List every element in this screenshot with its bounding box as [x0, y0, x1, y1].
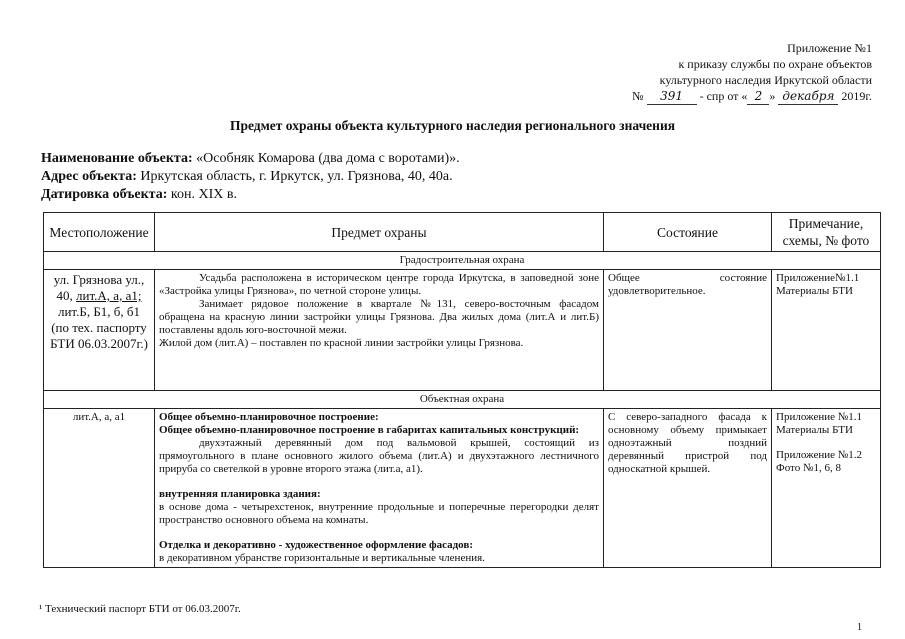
object-paragraph-2: в основе дома - четырехстенок, внутренние продольные и поперечные перегородки делят пространство основного объема на комнаты.	[159, 501, 599, 526]
subject-cell-2	[155, 409, 604, 568]
section-row-urban	[44, 252, 881, 270]
object-address-value: Иркутская область, г. Иркутск, ул. Грязнова, 40, 40а.	[140, 169, 453, 184]
urban-paragraph-1: Усадьба расположена в историческом центре города Иркутска, в заповедной зоне «Застройка улицы Грязнова», по четной стороне улицы.	[159, 272, 599, 297]
header-state: Состояние	[604, 213, 772, 252]
order-number: 391	[647, 88, 697, 105]
appendix-line2: к приказу службы по охране объектов	[678, 57, 872, 71]
order-close-quote: »	[769, 89, 776, 103]
object-heading-1: Общее объемно-планировочное построение:	[159, 411, 379, 423]
order-month: декабря	[778, 88, 838, 105]
object-address-label: Адрес объекта:	[41, 169, 137, 184]
appendix-order-line	[632, 88, 872, 105]
note-appendix-3: Приложение №1.2	[776, 449, 863, 461]
notes-cell-1	[772, 270, 881, 391]
note-bti-2: Материалы БТИ	[776, 424, 853, 436]
object-name-value: «Особняк Комарова (два дома с воротами)».	[196, 151, 460, 166]
notes-cell-2	[772, 409, 881, 568]
appendix-line3: культурного наследия Иркутской области	[659, 73, 872, 87]
section-title-urban: Градостроительная охрана	[44, 252, 881, 270]
order-no-prefix: №	[632, 89, 644, 103]
table-row	[44, 270, 881, 391]
object-date-value: кон. XIX в.	[170, 187, 237, 202]
appendix-line1: Приложение №1	[787, 41, 872, 55]
page-number: 1	[857, 622, 862, 633]
object-date-label: Датировка объекта:	[41, 187, 168, 202]
order-year: 2019г.	[841, 89, 872, 103]
note-appendix-2: Приложение №1.1	[776, 411, 863, 423]
urban-paragraph-3: Жилой дом (лит.А) – поставлен по красной линии застройки улицы Грязнова.	[159, 337, 524, 349]
object-heading-2: Общее объемно-планировочное построение в габаритах капитальных конструкций:	[159, 424, 580, 436]
header-location: Местоположение	[44, 213, 155, 252]
protection-table	[43, 212, 881, 568]
object-date-line	[41, 186, 460, 204]
location-part-a: ул. Грязнова ул., 40,	[53, 272, 145, 303]
footnote: ¹ Технический паспорт БТИ от 06.03.2007г.	[39, 603, 241, 615]
order-day: 2	[747, 88, 769, 105]
table-header-row	[44, 213, 881, 252]
header-notes: Примечание, схемы, № фото	[772, 213, 881, 252]
header-subject: Предмет охраны	[155, 213, 604, 252]
object-meta	[41, 150, 460, 204]
object-paragraph-1: двухэтажный деревянный дом под вальмовой крышей, состоящий из прямоугольного в плане основного жилого объема (лит.А) и двухэтажного лестничного прируба со светелкой в уровне второго этажа (лит.а, а1).	[159, 437, 599, 475]
note-bti-1: Материалы БТИ	[776, 285, 853, 297]
note-photos: Фото №1, 6, 8	[776, 462, 841, 474]
section-title-object: Объектная охрана	[44, 391, 881, 409]
table-row	[44, 409, 881, 568]
note-appendix-1: Приложение№1.1	[776, 272, 860, 284]
document-title: Предмет охраны объекта культурного наследия регионального значения	[229, 118, 676, 133]
location-part-c: лит.Б, Б1, б, б1 (по тех. паспорту БТИ 06.03.2007г.)	[50, 304, 148, 351]
section-row-object	[44, 391, 881, 409]
object-name-label: Наименование объекта:	[41, 151, 193, 166]
object-address-line	[41, 168, 460, 186]
location-part-b: лит.А, а, а1;	[76, 288, 142, 303]
state-cell-1: Общее состояние удовлетворительное.	[604, 270, 772, 391]
location-cell-2: лит.А, а, а1	[44, 409, 155, 568]
appendix-block	[632, 40, 872, 105]
order-suffix: - спр от «	[699, 89, 748, 103]
object-name-line	[41, 150, 460, 168]
object-paragraph-3: в декоративном убранстве горизонтальные и вертикальные членения.	[159, 552, 485, 564]
object-heading-4: Отделка и декоративно - художественное оформление фасадов:	[159, 539, 473, 551]
state-cell-2: С северо-западного фасада к основному объему примыкает одноэтажный поздний деревянный пристрой под односкатной крышей.	[604, 409, 772, 568]
location-cell-1	[44, 270, 155, 391]
subject-cell-1	[155, 270, 604, 391]
object-heading-3: внутренняя планировка здания:	[159, 488, 321, 500]
urban-paragraph-2: Занимает рядовое положение в квартале №131, северо-восточным фасадом обращена на красную линии застройки улицы Грязнова. Два жилых дома (лит.А и лит.Б) поставлены вдоль юго-восточной межи.	[159, 298, 599, 336]
